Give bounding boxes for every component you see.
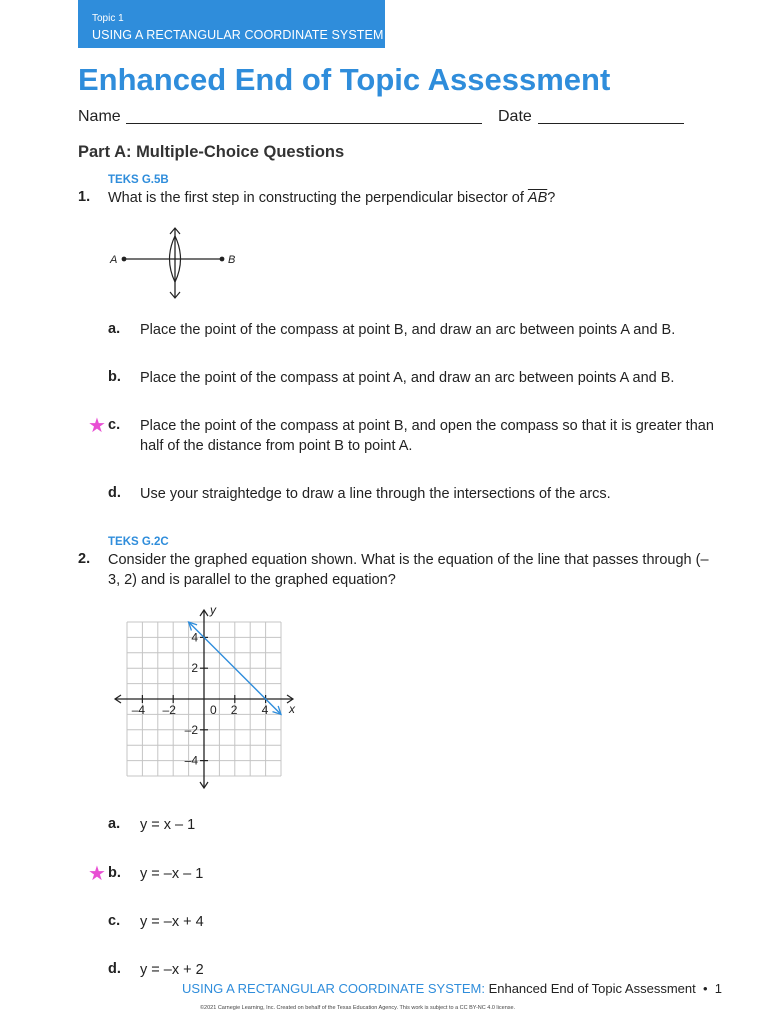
- footer: [182, 981, 722, 996]
- page-title: Enhanced End of Topic Assessment: [78, 62, 611, 97]
- x-tick-label: –2: [162, 703, 176, 717]
- q1-option-letter: c.: [108, 417, 121, 433]
- q2-option-letter: c.: [108, 913, 121, 929]
- q2-option-text: y = –x + 2: [140, 962, 204, 978]
- q2-teks: TEKS G.2C: [108, 536, 169, 548]
- q2-option-letter: b.: [108, 865, 121, 881]
- part-a-heading: Part A: Multiple-Choice Questions: [78, 143, 345, 161]
- y-axis-label: y: [210, 603, 216, 617]
- footer-bullet: •: [702, 981, 708, 996]
- topic-number: Topic 1: [92, 13, 124, 24]
- y-tick-label: 4: [191, 630, 198, 645]
- star-icon: ★: [88, 863, 106, 885]
- topic-name: USING A RECTANGULAR COORDINATE SYSTEM: [92, 28, 384, 42]
- q2-option-letter: a.: [108, 816, 121, 832]
- footer-topic: USING A RECTANGULAR COORDINATE SYSTEM:: [182, 981, 485, 996]
- q1-option-text: Place the point of the compass at point A, and draw an arc between points A and B.: [140, 370, 675, 386]
- point-a: [122, 257, 127, 262]
- date-label: Date: [498, 108, 532, 125]
- q1-option-letter: d.: [108, 485, 121, 501]
- q1-number: 1.: [78, 189, 91, 205]
- q1-figure: [104, 226, 254, 306]
- label-a: A: [110, 254, 118, 266]
- copyright: ©2021 Carnegie Learning, Inc. Created on behalf of the Texas Education Agency. This work is subject to a CC BY-NC 4.0 license.: [200, 1005, 516, 1011]
- x-tick-label: 4: [261, 703, 269, 717]
- point-b: [220, 257, 225, 262]
- q2-graph: [108, 600, 308, 800]
- y-tick-label: –4: [184, 753, 198, 768]
- label-b: B: [228, 254, 236, 266]
- q2-option-text: y = x – 1: [140, 817, 196, 833]
- q2-number: 2.: [78, 551, 91, 567]
- star-icon: ★: [88, 415, 106, 437]
- q1-option-letter: b.: [108, 369, 121, 385]
- footer-doc: Enhanced End of Topic Assessment: [488, 981, 696, 996]
- topic-banner: [78, 0, 385, 48]
- q2-text: Consider the graphed equation shown. What is the equation of the line that passes through (–3, 2) and is parallel to the graphed equation?: [108, 552, 709, 588]
- q1-option-letter: a.: [108, 321, 121, 337]
- q1-text: What is the first step in constructing the perpendicular bisector of $\overline{AB}$?: [108, 190, 556, 206]
- q1-option-text: Use your straightedge to draw a line through the intersections of the arcs.: [140, 486, 611, 502]
- segment-ab: $\overline{AB}$: [527, 190, 548, 206]
- x-tick-label: 2: [230, 703, 238, 717]
- x-axis-label: x: [289, 702, 295, 716]
- name-line: [126, 123, 482, 124]
- q1-option-text: Place the point of the compass at point B, and open the compass so that it is greater than half of the distance from point B to point A.: [140, 418, 714, 454]
- x-tick-label: 0: [210, 703, 217, 717]
- y-tick-label: –2: [184, 722, 198, 737]
- q1-option-text: Place the point of the compass at point B, and draw an arc between points A and B.: [140, 322, 676, 338]
- q1-teks: TEKS G.5B: [108, 174, 169, 186]
- page-number: 1: [714, 981, 722, 996]
- q2-option-text: y = –x – 1: [140, 866, 204, 882]
- q2-option-letter: d.: [108, 961, 121, 977]
- q2-option-text: y = –x + 4: [140, 914, 204, 930]
- name-label: Name: [78, 108, 121, 125]
- y-tick-label: 2: [191, 661, 198, 676]
- date-line: [538, 123, 684, 124]
- x-tick-label: –4: [131, 703, 146, 717]
